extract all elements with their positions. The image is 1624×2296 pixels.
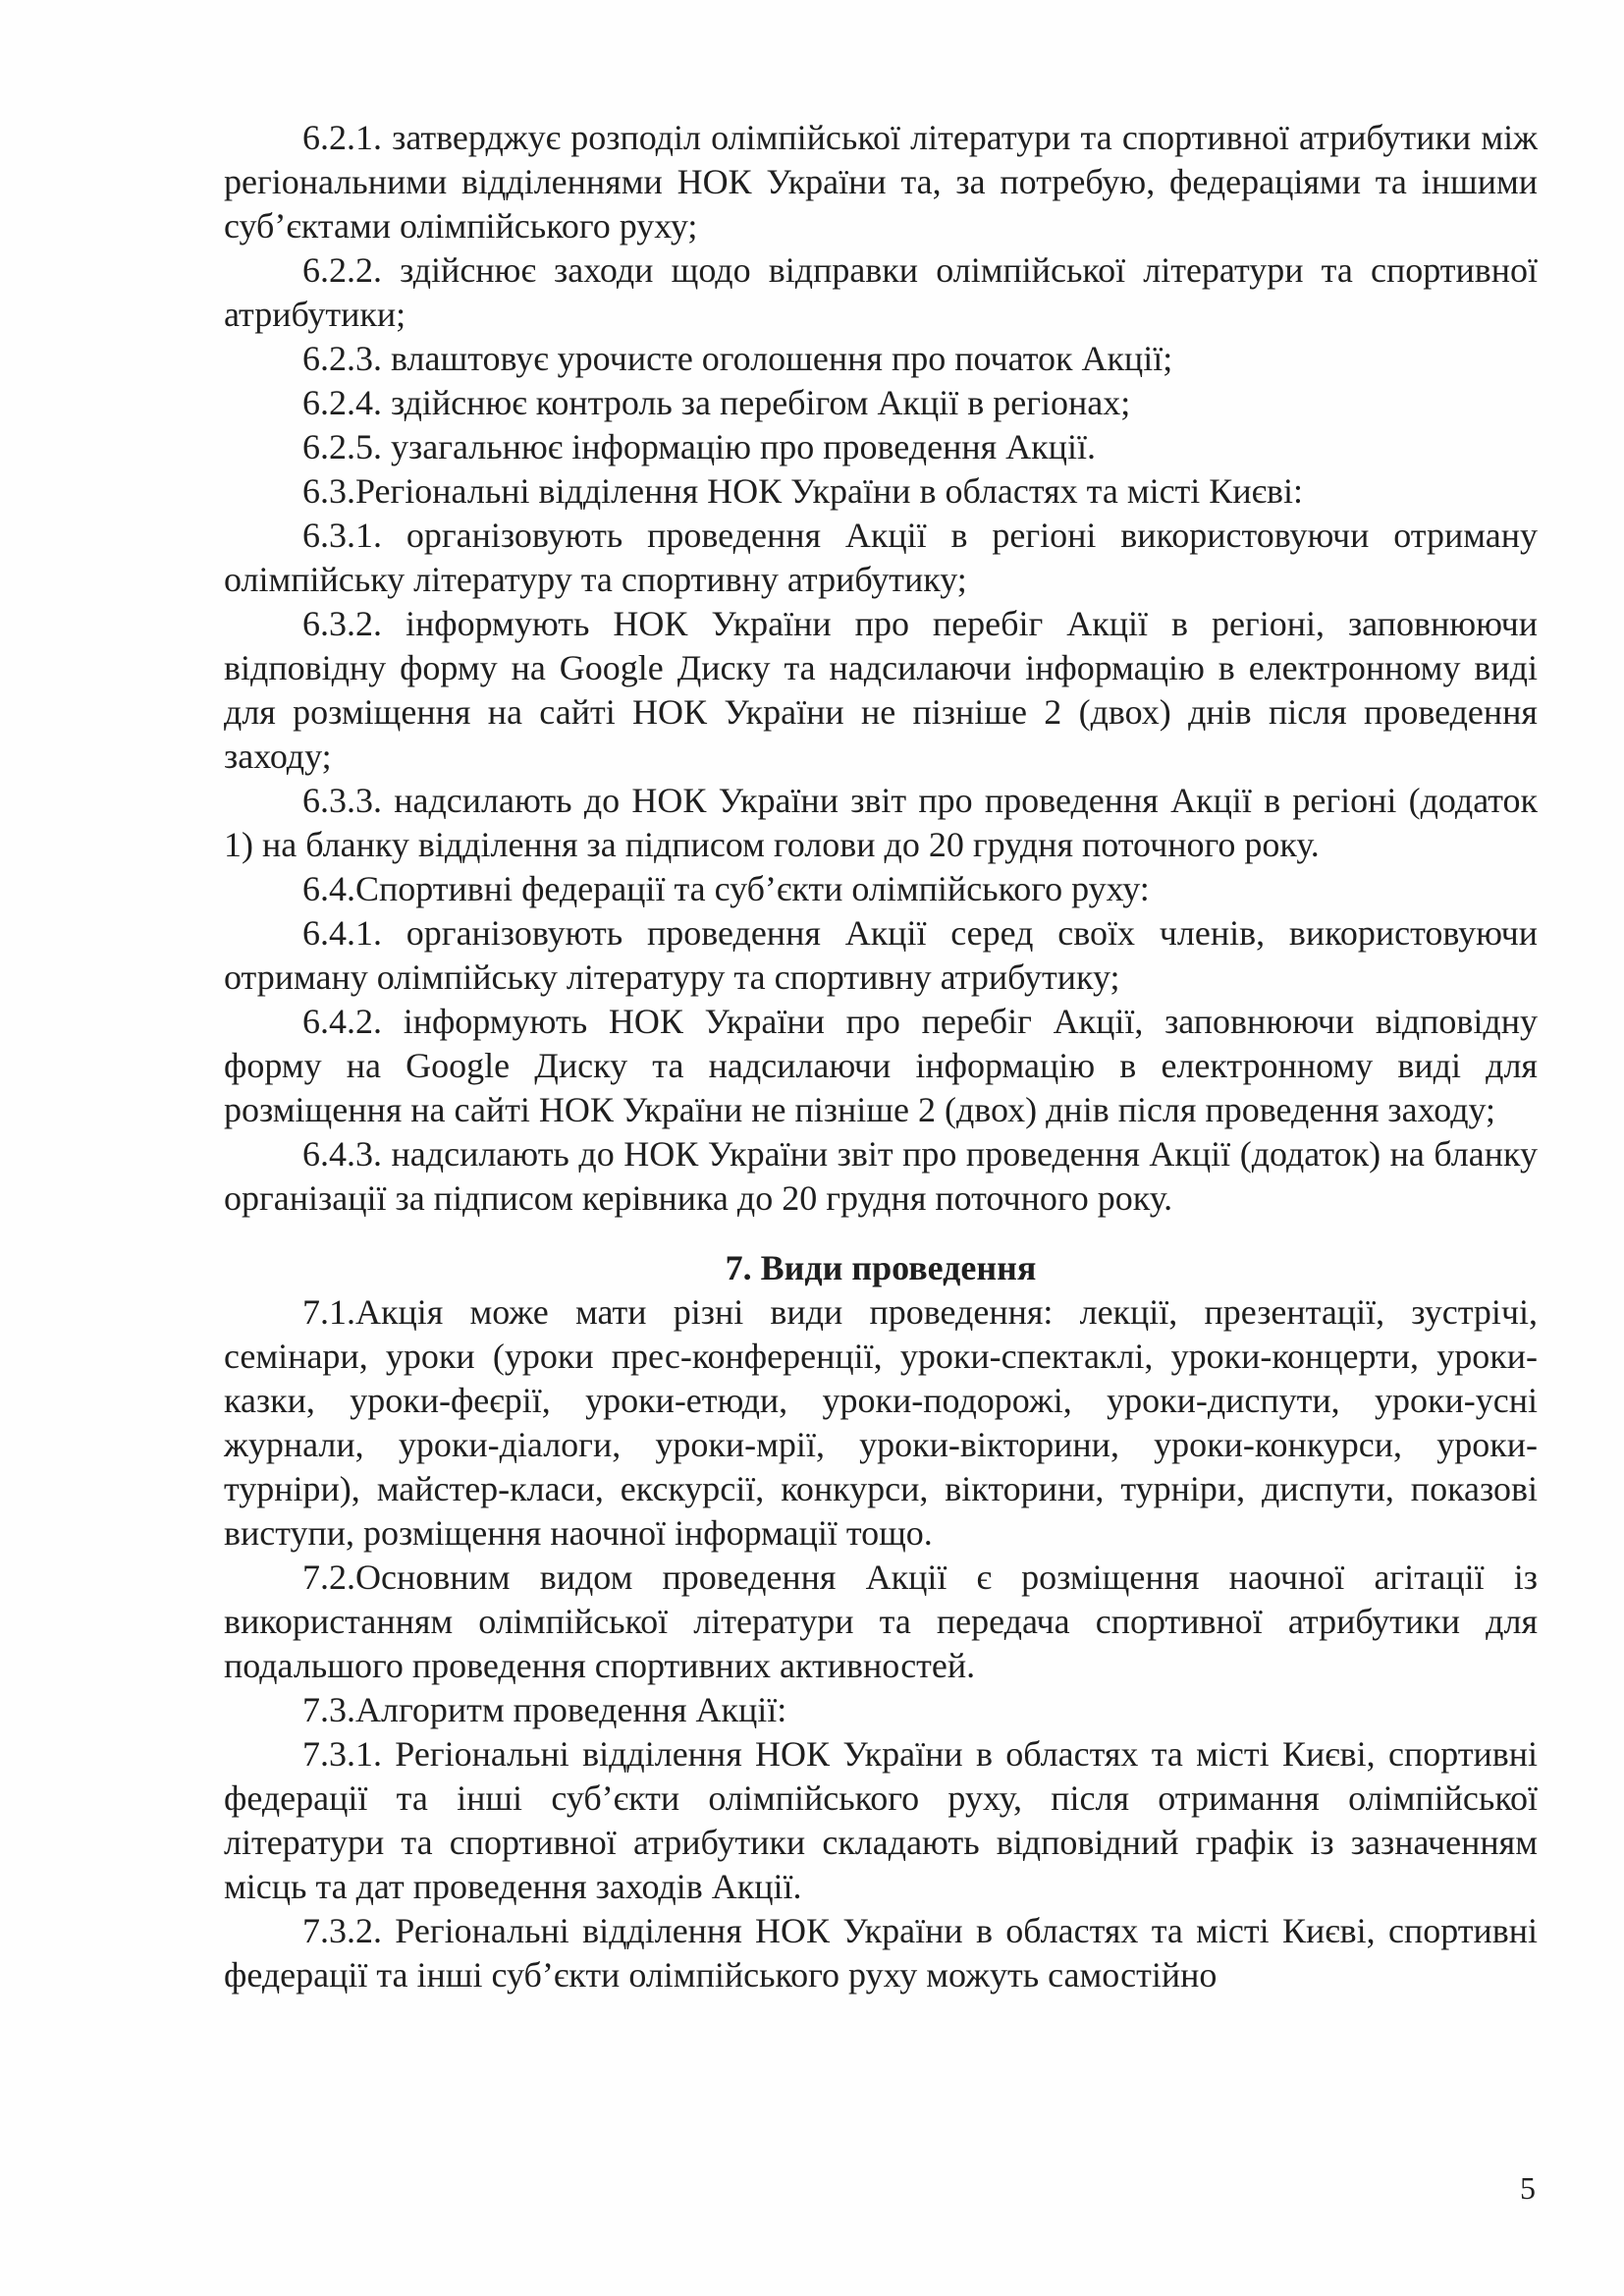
document-body — [224, 116, 1538, 1997]
paragraph-6-2-5: 6.2.5. узагальнює інформацію про проведення Акції. — [302, 427, 1096, 466]
paragraph-6-4: 6.4.Спортивні федерації та суб’єкти олімпійського руху: — [302, 869, 1150, 908]
paragraph-6-2-4: 6.2.4. здійснює контроль за перебігом Акції в регіонах; — [302, 383, 1131, 422]
paragraph-7-2: 7.2.Основним видом проведення Акції є розміщення наочної агітації із використанням олімпійської літератури та передача спортивної атрибутики для подальшого проведення спортивних активностей. — [224, 1558, 1538, 1685]
paragraph-6-3-3: 6.3.3. надсилають до НОК України звіт про проведення Акції в регіоні (додаток 1) на бланку відділення за підписом голови до 20 грудня поточного року. — [224, 781, 1538, 864]
paragraph-7-1: 7.1.Акція може мати різні види проведення: лекції, презентації, зустрічі, семінари, уроки (уроки прес-конференції, уроки-спектаклі, уроки-концерти, уроки-казки, уроки-феєрії, уроки-етюди, уроки-подорожі, уроки-диспути, уроки-усні журнали, уроки-діалоги, уроки-мрії, уроки-вікторини, уроки-конкурси, уроки-турніри), майстер-класи, екскурсії, конкурси, вікторини, турніри, диспути, показові виступи, розміщення наочної інформації тощо. — [224, 1292, 1538, 1553]
paragraph-6-2-1: 6.2.1. затверджує розподіл олімпійської літератури та спортивної атрибутики між регіональними відділеннями НОК України та, за потребую, федераціями та іншими суб’єктами олімпійського руху; — [224, 118, 1538, 246]
paragraph-6-2-2: 6.2.2. здійснює заходи щодо відправки олімпійської літератури та спортивної атрибутики; — [224, 250, 1538, 334]
paragraph-6-4-1: 6.4.1. організовують проведення Акції серед своїх членів, використовуючи отриману олімпійську літературу та спортивну атрибутику; — [224, 913, 1538, 997]
paragraph-6-4-2: 6.4.2. інформують НОК України про перебіг Акції, заповнюючи відповідну форму на Google Диску та надсилаючи інформацію в електронному виді для розміщення на сайті НОК України не пізніше 2 (двох) днів після проведення заходу; — [224, 1002, 1538, 1129]
paragraph-6-3: 6.3.Регіональні відділення НОК України в областях та місті Києві: — [302, 471, 1304, 511]
paragraph-7-3: 7.3.Алгоритм проведення Акції: — [302, 1690, 787, 1729]
paragraph-7-3-1: 7.3.1. Регіональні відділення НОК України в областях та місті Києві, спортивні федерації та інші суб’єкти олімпійського руху, після отримання олімпійської літератури та спортивної атрибутики складають відповідний графік із зазначенням місць та дат проведення заходів Акції. — [224, 1734, 1538, 1906]
page-number: 5 — [1520, 2170, 1536, 2206]
paragraph-6-4-3: 6.4.3. надсилають до НОК України звіт про проведення Акції (додаток) на бланку організації за підписом керівника до 20 грудня поточного року. — [224, 1134, 1538, 1218]
section-heading: 7. Види проведення — [725, 1248, 1037, 1287]
paragraph-6-3-2: 6.3.2. інформують НОК України про перебіг Акції в регіоні, заповнюючи відповідну форму на Google Диску та надсилаючи інформацію в електронному виді для розміщення на сайті НОК України не пізніше 2 (двох) днів після проведення заходу; — [224, 604, 1538, 776]
paragraph-6-3-1: 6.3.1. організовують проведення Акції в регіоні використовуючи отриману олімпійську літературу та спортивну атрибутику; — [224, 516, 1538, 599]
paragraph-7-3-2: 7.3.2. Регіональні відділення НОК України в областях та місті Києві, спортивні федерації та інші суб’єкти олімпійського руху можуть самостійно — [224, 1911, 1538, 1995]
paragraph-6-2-3: 6.2.3. влаштовує урочисте оголошення про початок Акції; — [302, 339, 1173, 378]
